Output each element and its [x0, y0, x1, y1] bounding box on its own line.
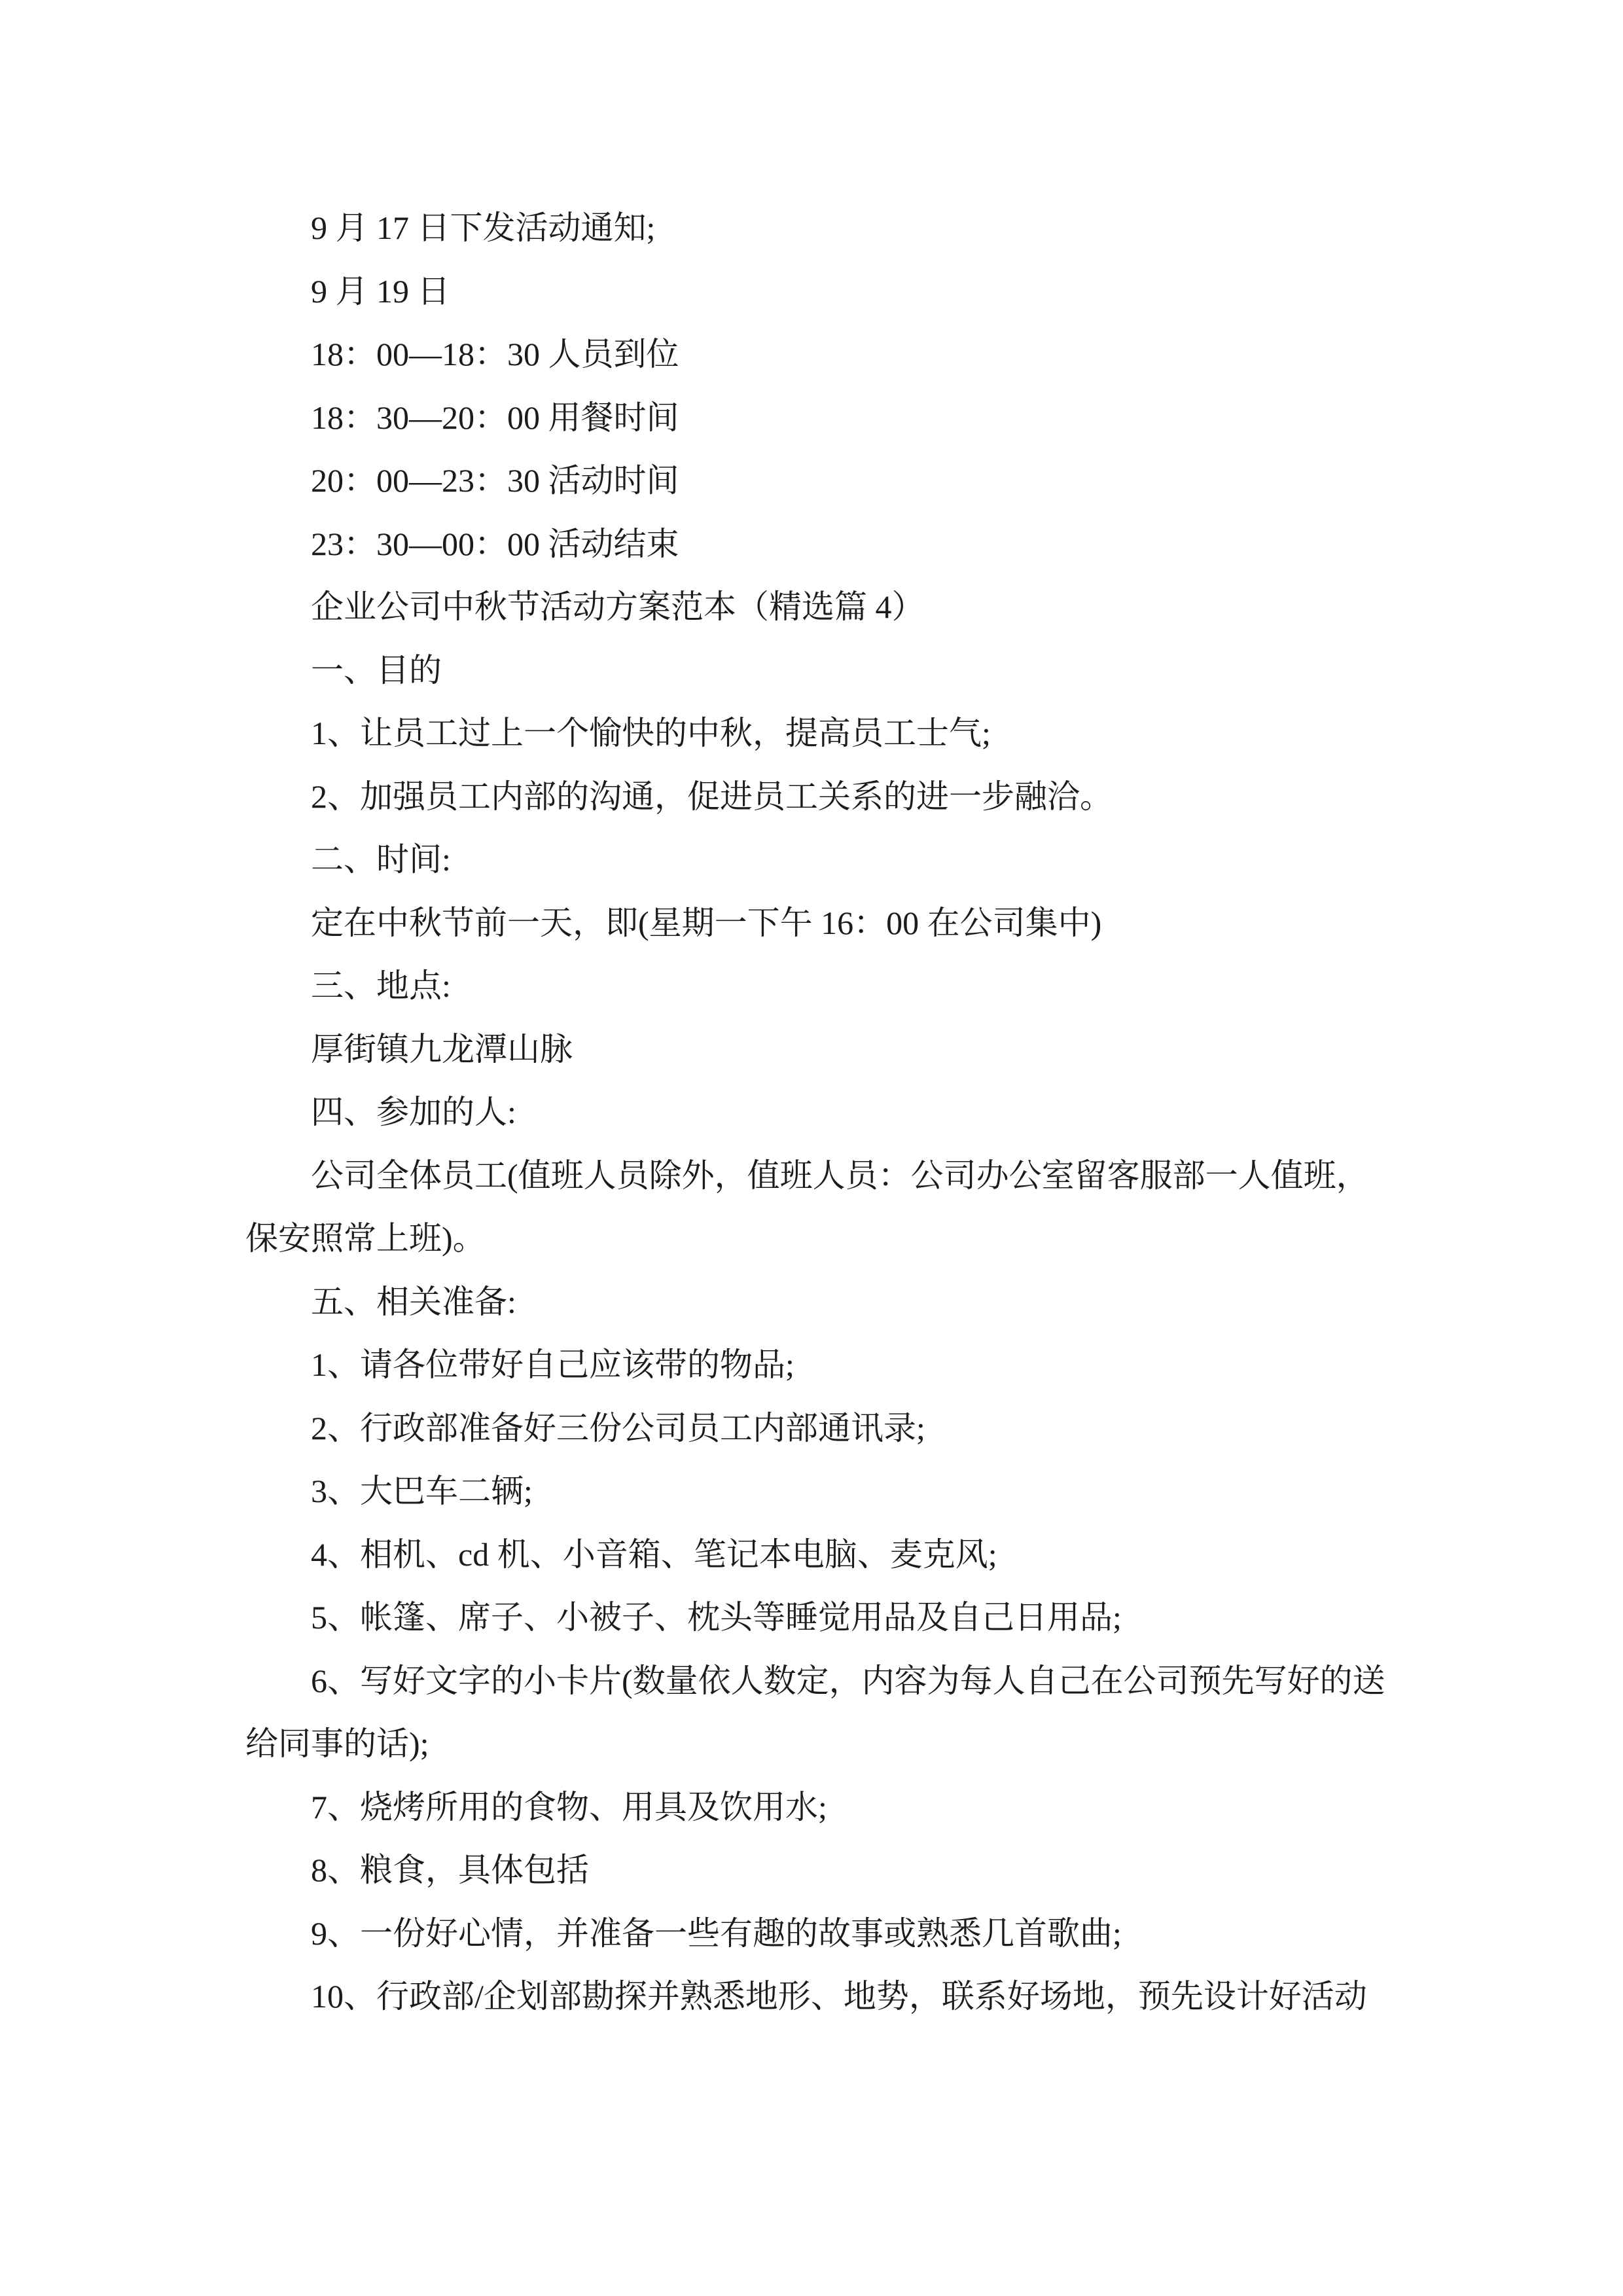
- text-line: 企业公司中秋节活动方案范本（精选篇 4）: [311, 588, 925, 625]
- text-line: 四、参加的人:: [311, 1094, 516, 1130]
- text-line: 一、目的: [311, 651, 442, 689]
- text-line: 2、行政部准备好三份公司员工内部通讯录;: [311, 1409, 925, 1446]
- text-line: 20：00—23：30 活动时间: [311, 462, 679, 499]
- text-line: 3、大巴车二辆;: [311, 1473, 533, 1509]
- text-line: 8、粮食，具体包括: [311, 1852, 589, 1888]
- text-line: 7、烧烤所用的食物、用具及饮用水;: [311, 1788, 827, 1825]
- text-line: 1、让员工过上一个愉快的中秋，提高员工士气;: [311, 715, 991, 751]
- text-line: 5、帐篷、席子、小被子、枕头等睡觉用品及自己日用品;: [311, 1599, 1122, 1636]
- text-line: 保安照常上班)。: [245, 1220, 486, 1257]
- text-line: 1、请各位带好自己应该带的物品;: [311, 1346, 794, 1383]
- text-line: 9 月 19 日: [311, 272, 450, 310]
- text-line: 9 月 17 日下发活动通知;: [311, 209, 656, 246]
- text-line: 6、写好文字的小卡片(数量依人数定，内容为每人自己在公司预先写好的送: [311, 1662, 1385, 1699]
- text-line: 2、加强员工内部的沟通，促进员工关系的进一步融洽。: [311, 778, 1113, 815]
- text-line: 定在中秋节前一天，即(星期一下午 16：00 在公司集中): [311, 904, 1102, 941]
- document-content: [245, 196, 1384, 2028]
- text-line: 18：00—18：30 人员到位: [311, 336, 679, 372]
- text-line: 公司全体员工(值班人员除外，值班人员：公司办公室留客服部一人值班，: [311, 1157, 1369, 1194]
- text-line: 给同事的话);: [245, 1725, 429, 1762]
- text-line: 18：30—20：00 用餐时间: [311, 399, 679, 436]
- text-line: 厚街镇九龙潭山脉: [311, 1030, 573, 1067]
- text-line: 二、时间:: [311, 841, 451, 878]
- text-line: 五、相关准备:: [311, 1283, 516, 1320]
- text-line: 9、一份好心情，并准备一些有趣的故事或熟悉几首歌曲;: [311, 1914, 1122, 1952]
- text-line: 三、地点:: [311, 967, 451, 1004]
- text-line: 10、行政部/企划部勘探并熟悉地形、地势，联系好场地，预先设计好活动: [311, 1978, 1367, 2015]
- text-line: 23：30—00：00 活动结束: [311, 525, 679, 562]
- text-line: 4、相机、cd 机、小音箱、笔记本电脑、麦克风;: [311, 1535, 997, 1573]
